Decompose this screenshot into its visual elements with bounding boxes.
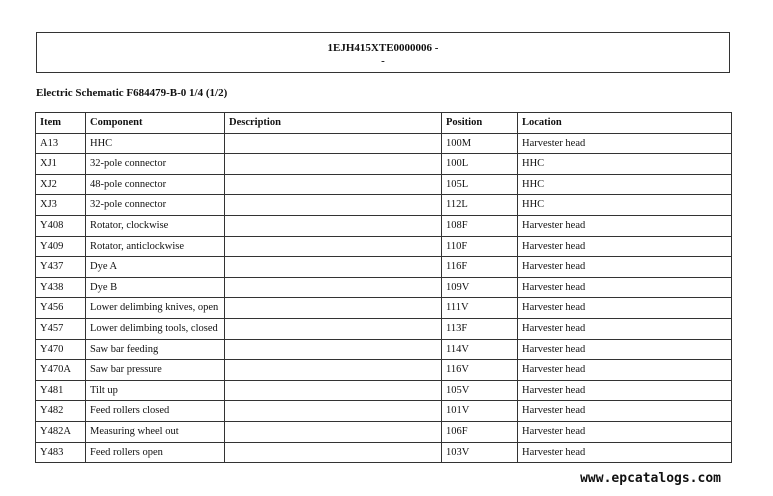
cell-component: Tilt up [86,380,225,401]
table-row [36,318,732,339]
cell-description [225,360,442,381]
column-header-description: Description [225,113,442,134]
table-row [36,442,732,463]
cell-item: Y483 [36,442,86,463]
table-row [36,339,732,360]
cell-component: 48-pole connector [86,174,225,195]
cell-position: 116V [442,360,518,381]
table-row [36,360,732,381]
cell-location: Harvester head [518,421,732,442]
table-row [36,154,732,175]
column-header-location: Location [518,113,732,134]
cell-position: 105V [442,380,518,401]
table-row [36,236,732,257]
cell-item: Y481 [36,380,86,401]
cell-position: 113F [442,318,518,339]
cell-item: A13 [36,133,86,154]
cell-component: Rotator, clockwise [86,215,225,236]
column-header-component: Component [86,113,225,134]
cell-item: Y482 [36,401,86,422]
cell-item: XJ3 [36,195,86,216]
table-row [36,277,732,298]
cell-position: 100M [442,133,518,154]
cell-item: Y438 [36,277,86,298]
cell-position: 111V [442,298,518,319]
cell-description [225,298,442,319]
cell-location: Harvester head [518,133,732,154]
cell-description [225,380,442,401]
table-row [36,421,732,442]
cell-component: Feed rollers closed [86,401,225,422]
table-row [36,298,732,319]
section-title: Electric Schematic F684479-B-0 1/4 (1/2) [36,87,228,99]
cell-location: HHC [518,195,732,216]
watermark-url: www.epcatalogs.com [580,471,721,486]
cell-position: 114V [442,339,518,360]
table-body [36,133,732,463]
cell-item: Y409 [36,236,86,257]
table-row [36,380,732,401]
cell-location: Harvester head [518,360,732,381]
table-row [36,195,732,216]
cell-location: Harvester head [518,277,732,298]
cell-location: Harvester head [518,442,732,463]
cell-position: 106F [442,421,518,442]
cell-component: Dye B [86,277,225,298]
cell-item: Y482A [36,421,86,442]
cell-item: Y456 [36,298,86,319]
cell-description [225,195,442,216]
cell-description [225,421,442,442]
column-header-item: Item [36,113,86,134]
cell-location: Harvester head [518,318,732,339]
cell-description [225,318,442,339]
table-header-row [36,113,732,134]
cell-description [225,154,442,175]
cell-position: 103V [442,442,518,463]
cell-position: 101V [442,401,518,422]
cell-location: HHC [518,174,732,195]
table-row [36,401,732,422]
cell-component: Lower delimbing tools, closed [86,318,225,339]
cell-position: 109V [442,277,518,298]
cell-description [225,442,442,463]
cell-location: Harvester head [518,236,732,257]
cell-item: Y457 [36,318,86,339]
cell-description [225,339,442,360]
cell-component: Saw bar pressure [86,360,225,381]
header-serial: 1EJH415XTE0000006 - [327,42,439,54]
table-row [36,215,732,236]
cell-location: Harvester head [518,257,732,278]
cell-item: Y470 [36,339,86,360]
cell-position: 108F [442,215,518,236]
cell-description [225,236,442,257]
cell-location: Harvester head [518,339,732,360]
cell-description [225,257,442,278]
cell-position: 116F [442,257,518,278]
table-row [36,133,732,154]
cell-position: 110F [442,236,518,257]
cell-item: Y408 [36,215,86,236]
cell-item: Y470A [36,360,86,381]
table-row [36,257,732,278]
cell-description [225,277,442,298]
cell-description [225,174,442,195]
cell-position: 112L [442,195,518,216]
parts-table [35,112,732,463]
column-header-position: Position [442,113,518,134]
header-subline: - [381,55,385,67]
table-row [36,174,732,195]
cell-description [225,133,442,154]
cell-component: Feed rollers open [86,442,225,463]
cell-component: 32-pole connector [86,154,225,175]
cell-position: 105L [442,174,518,195]
cell-component: Saw bar feeding [86,339,225,360]
cell-item: XJ1 [36,154,86,175]
cell-component: Measuring wheel out [86,421,225,442]
cell-item: Y437 [36,257,86,278]
cell-item: XJ2 [36,174,86,195]
cell-component: 32-pole connector [86,195,225,216]
cell-component: Rotator, anticlockwise [86,236,225,257]
cell-location: Harvester head [518,215,732,236]
cell-location: HHC [518,154,732,175]
cell-description [225,215,442,236]
cell-component: HHC [86,133,225,154]
cell-component: Dye A [86,257,225,278]
cell-location: Harvester head [518,401,732,422]
cell-position: 100L [442,154,518,175]
cell-component: Lower delimbing knives, open [86,298,225,319]
cell-location: Harvester head [518,298,732,319]
cell-location: Harvester head [518,380,732,401]
document-header [36,32,730,73]
cell-description [225,401,442,422]
